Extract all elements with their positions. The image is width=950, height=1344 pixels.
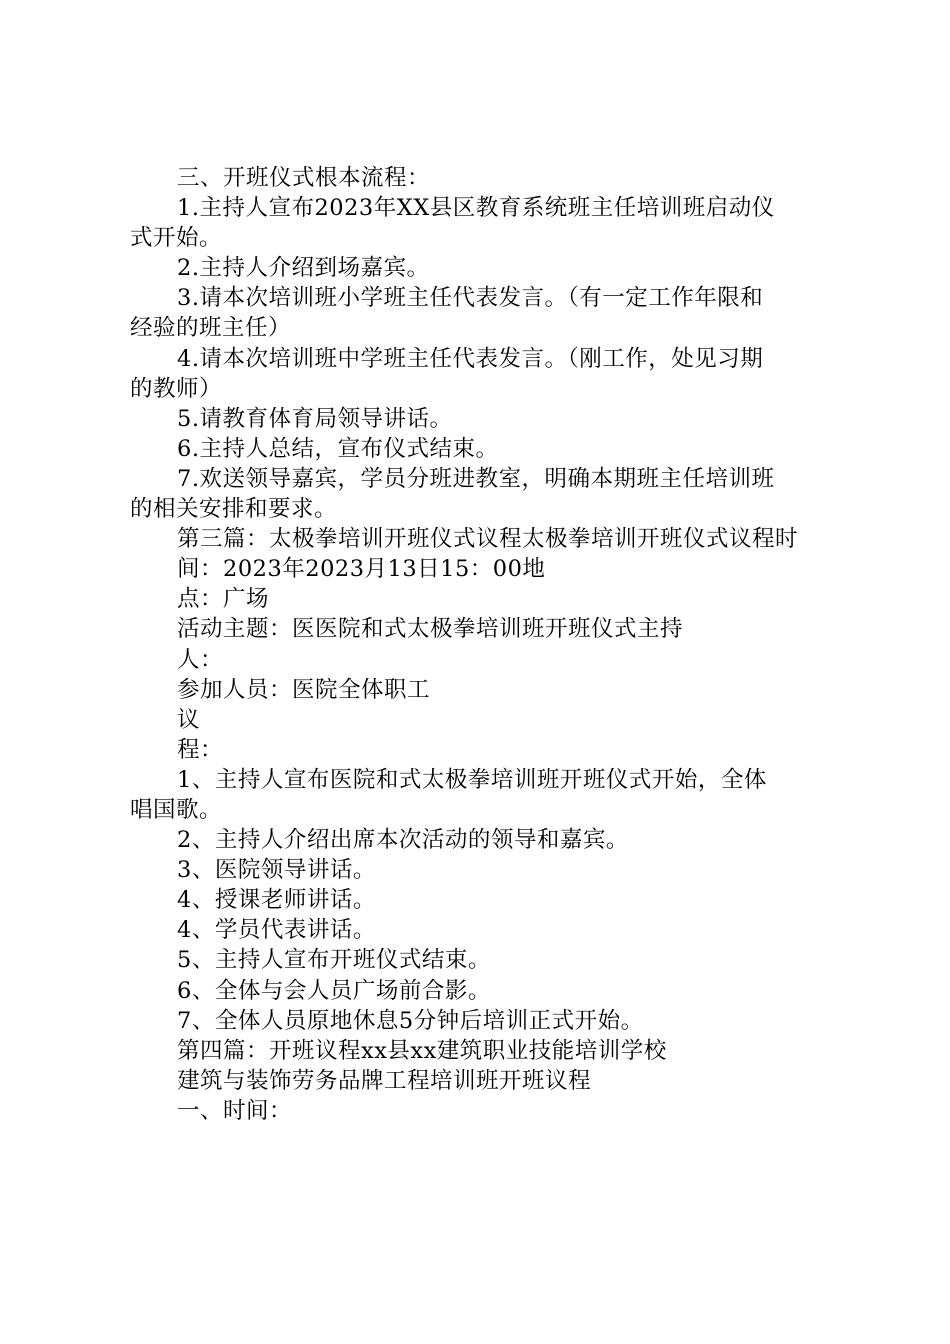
text-line: 7、全体人员原地休息5分钟后培训正式开始。	[177, 1007, 644, 1034]
section-heading: 三、开班仪式根本流程：	[177, 165, 431, 191]
text-line: 7.欢送领导嘉宾，学员分班进教室，明确本期班主任培训班	[177, 465, 775, 492]
text-line: 建筑与装饰劳务品牌工程培训班开班议程	[177, 1067, 592, 1094]
text-line: 活动主题：医医院和式太极拳培训班开班仪式主持	[177, 616, 684, 643]
text-line: 的教师）	[130, 375, 223, 402]
text-line: 6、全体与会人员广场前合影。	[177, 977, 491, 1004]
text-line: 人：	[177, 646, 224, 673]
text-line: 3.请本次培训班小学班主任代表发言。（有一定工作年限和	[177, 285, 764, 312]
section-heading: 一、时间：	[177, 1097, 293, 1124]
text-line: 经验的班主任）	[130, 315, 292, 342]
text-line: 间：2023年2023月13日15：00地	[177, 556, 546, 583]
text-line: 5.请教育体育局领导讲话。	[177, 405, 453, 432]
chapter-title: 第三篇：太极拳培训开班仪式议程太极拳培训开班仪式议程时	[177, 526, 799, 553]
text-line: 点：广场	[177, 586, 270, 613]
text-line: 5、主持人宣布开班仪式结束。	[177, 947, 491, 974]
text-line: 1.主持人宣布2023年XX县区教育系统班主任培训班启动仪	[177, 195, 775, 222]
text-line: 唱国歌。	[130, 796, 223, 823]
text-line: 4.请本次培训班中学班主任代表发言。（刚工作，处见习期	[177, 345, 764, 372]
text-line: 2、主持人介绍出席本次活动的领导和嘉宾。	[177, 827, 629, 854]
text-line: 1、主持人宣布医院和式太极拳培训班开班仪式开始，全体	[177, 766, 767, 793]
text-line: 议	[177, 706, 201, 733]
text-line: 4、学员代表讲话。	[177, 917, 376, 944]
document-body	[130, 163, 842, 1126]
text-line: 式开始。	[130, 225, 223, 252]
text-line: 参加人员：医院全体职工	[177, 676, 431, 703]
text-line: 2.主持人介绍到场嘉宾。	[177, 255, 430, 282]
text-line: 程：	[177, 736, 224, 763]
text-line: 的相关安排和要求。	[130, 496, 338, 523]
chapter-title: 第四篇：开班议程xx县xx建筑职业技能培训学校	[177, 1037, 667, 1064]
text-line: 6.主持人总结，宣布仪式结束。	[177, 435, 499, 462]
text-line: 4、授课老师讲话。	[177, 887, 376, 914]
text-line: 3、医院领导讲话。	[177, 857, 376, 884]
